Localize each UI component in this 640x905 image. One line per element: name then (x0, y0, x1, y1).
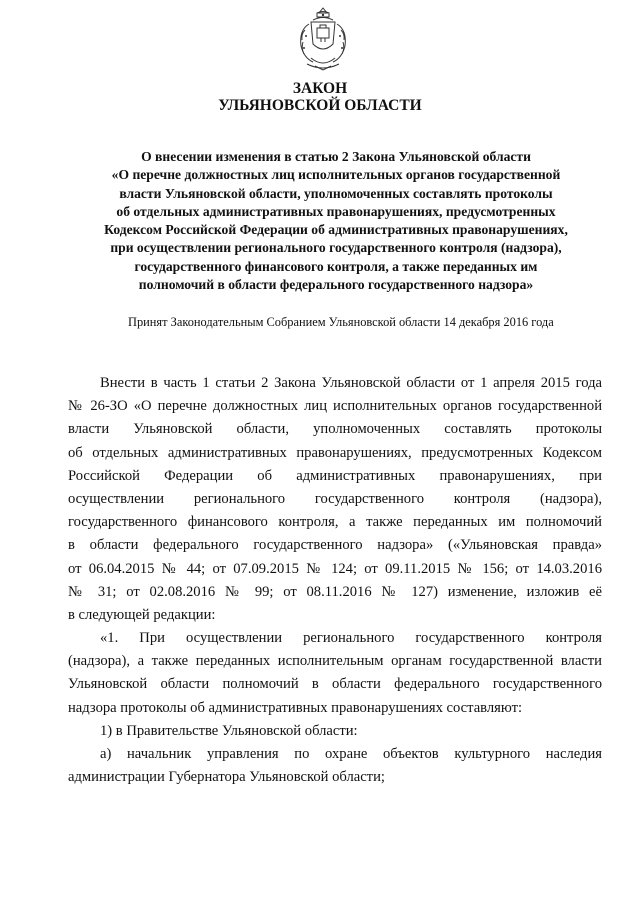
body-line: Российской Федерации об административных правонарушениях, при (68, 467, 602, 484)
body-line: в области федерального государственного надзора» («Ульяновская правда» (68, 537, 602, 554)
subject-line: об отдельных административных правонарушениях, предусмотренных (116, 203, 556, 219)
adoption-note: Принят Законодательным Собранием Ульяновской области 14 декабря 2016 года (128, 315, 554, 329)
subject-line: О внесении изменения в статью 2 Закона Ульяновской области (141, 149, 531, 164)
law-subject (70, 148, 602, 294)
subject-line: государственного финансового контроля, а также переданных им (134, 258, 538, 274)
body-line: надзора протоколы об административных правонарушениях составляют: (68, 699, 523, 716)
subject-line: власти Ульяновской области, уполномоченных составлять протоколы (119, 185, 553, 201)
body-line: администрации Губернатора Ульяновской области; (68, 769, 385, 786)
subject-line: Кодексом Российской Федерации об административных правонарушениях, (104, 222, 568, 238)
body-line: «1. При осуществлении регионального государственного контроля (100, 630, 602, 647)
subject-line: «О перечне должностных лиц исполнительных органов государственной (111, 167, 561, 183)
body-line: Ульяновской области полномочий в области федерального государственного (68, 676, 602, 693)
coat-of-arms-emblem (291, 6, 355, 72)
body-line: (надзора), а также переданных исполнительным органам государственной власти (68, 653, 602, 670)
document-title: ЗАКОН (292, 80, 348, 97)
subject-line: при осуществлении регионального государственного контроля (надзора), (110, 240, 562, 256)
body-line: государственного финансового контроля, а также переданных им полномочий (68, 514, 602, 531)
body-line: Внести в часть 1 статьи 2 Закона Ульяновской области от 1 апреля 2015 года (100, 375, 602, 391)
subject-line: полномочий в области федерального государственного надзора» (138, 277, 534, 293)
body-line: власти Ульяновской области, уполномоченных составлять протоколы (68, 421, 602, 438)
body-line: от 06.04.2015 № 44; от 07.09.2015 № 124; от 09.11.2015 № 156; от 14.03.2016 (68, 560, 602, 577)
document-title-region: УЛЬЯНОВСКОЙ ОБЛАСТИ (218, 97, 422, 114)
body-line: в следующей редакции: (68, 606, 216, 623)
body-line: а) начальник управления по охране объектов культурного наследия (100, 746, 602, 762)
body-line: № 31; от 02.08.2016 № 99; от 08.11.2016 № 127) изменение, изложив её (68, 583, 602, 600)
body-line: об отдельных административных правонарушениях, предусмотренных Кодексом (68, 444, 602, 461)
law-body (68, 372, 602, 789)
body-line: 1) в Правительстве Ульяновской области: (100, 722, 358, 739)
body-line: осуществлении регионального государственного контроля (надзора), (68, 490, 602, 507)
body-line: № 26-ЗО «О перечне должностных лиц исполнительных органов государственной (68, 398, 602, 415)
